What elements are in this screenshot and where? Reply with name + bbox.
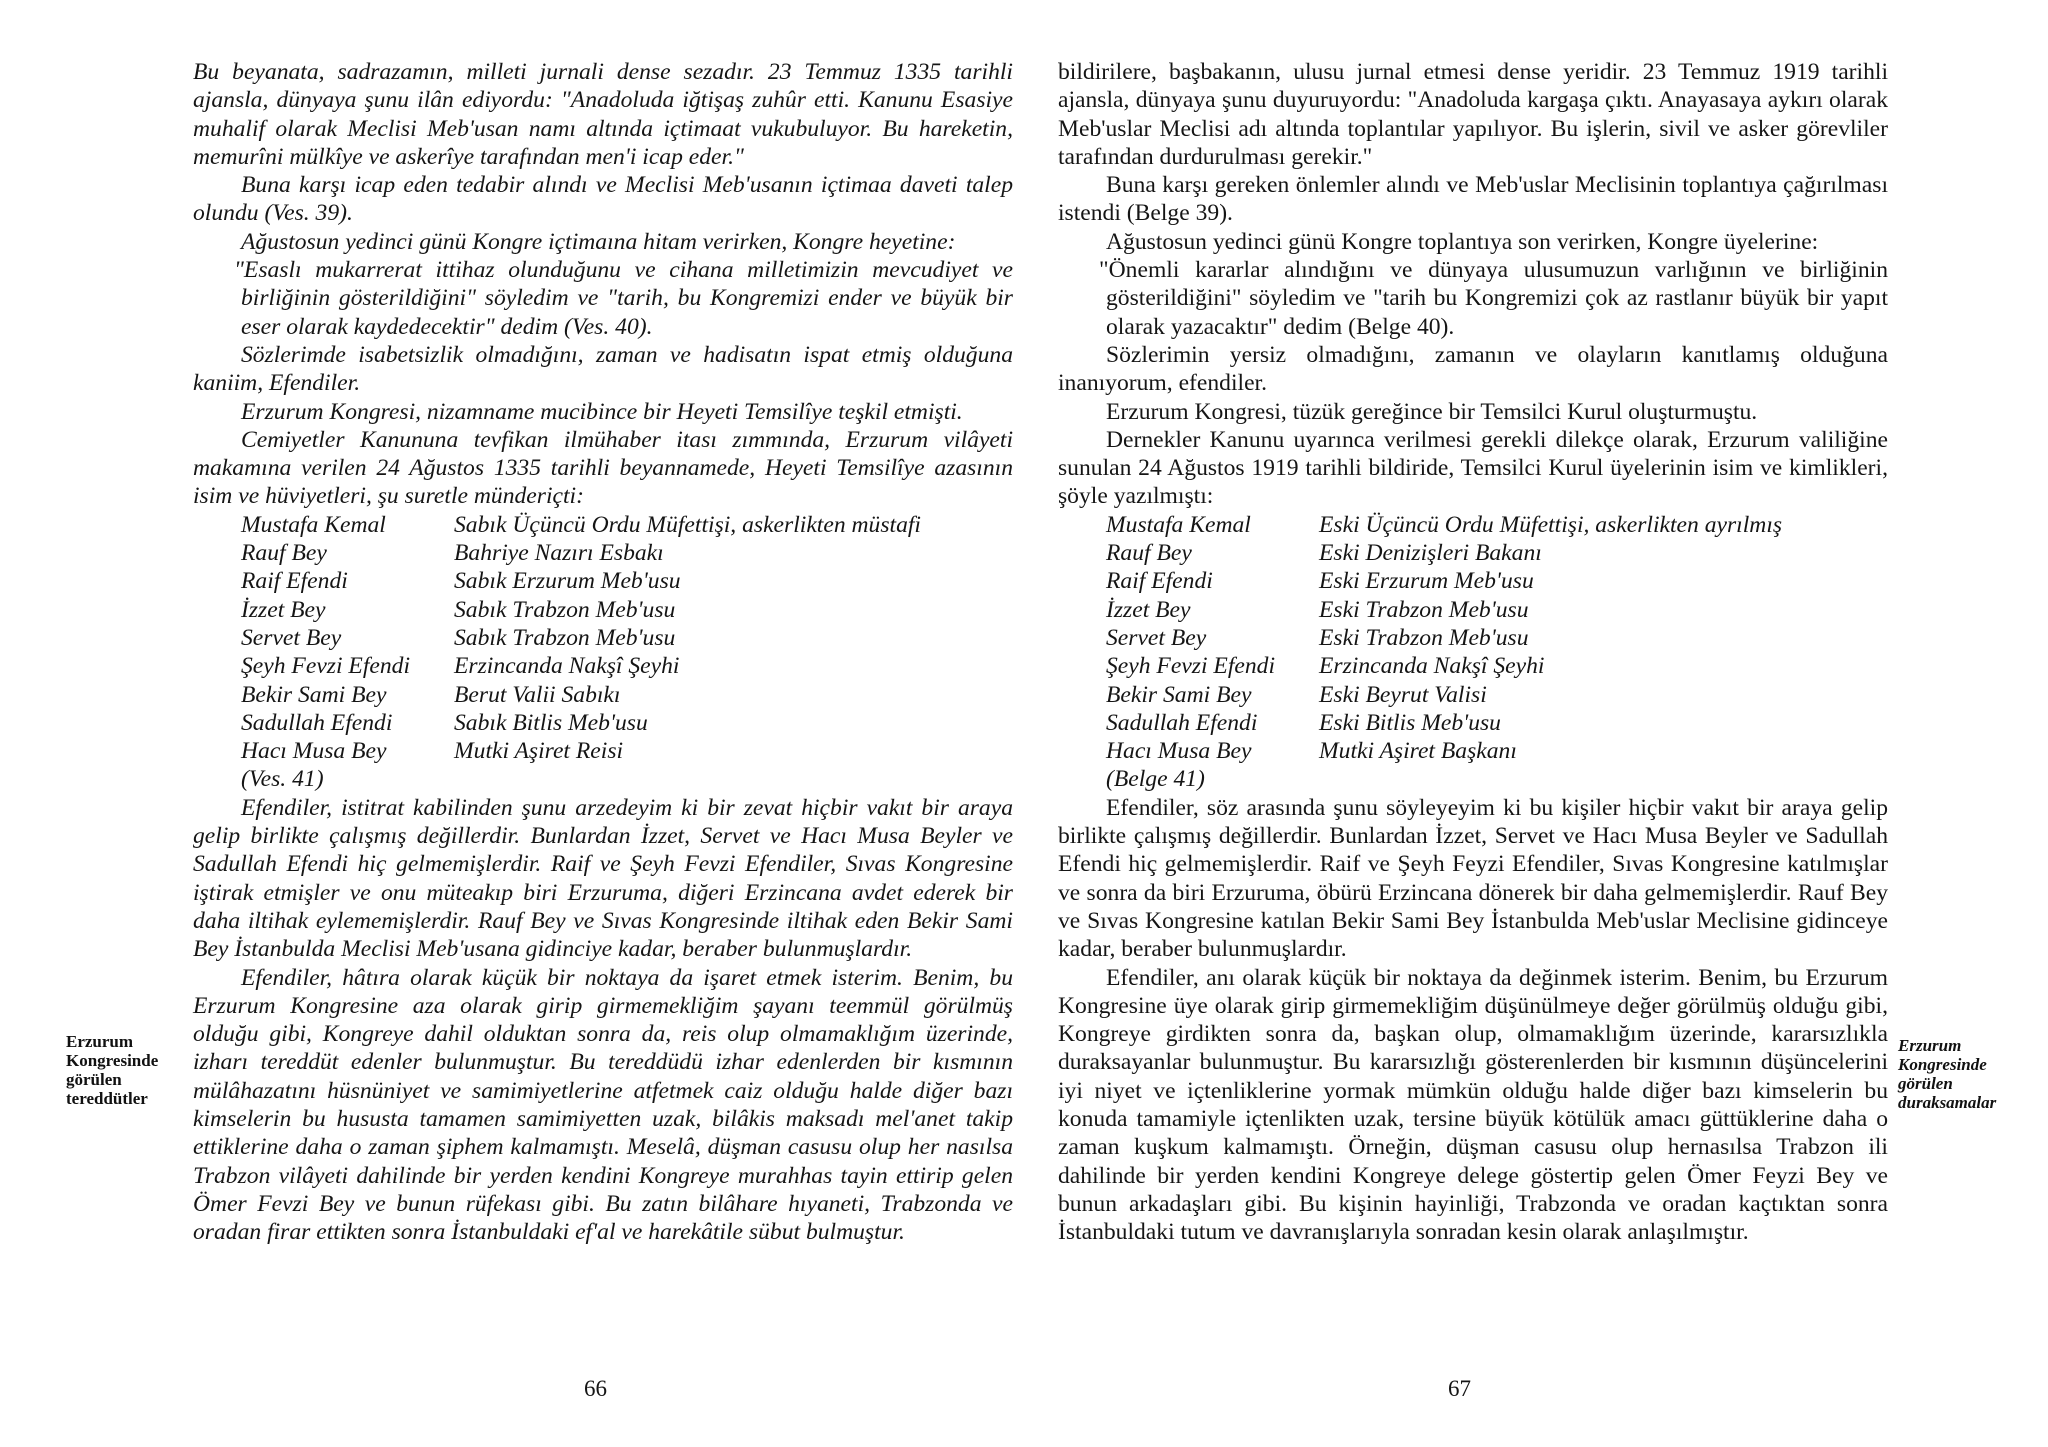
member-title: Sabık Üçüncü Ordu Müfettişi, askerlikten müstafi (454, 511, 921, 538)
member-ref-row (1106, 765, 1888, 793)
quote-paragraph: "Esaslı mukarrerat ittihaz olunduğunu ve cihana milletimizin mevcudiyet ve birliğinin gösterildiğini" söyledim ve "tarih, bu Kongremizi ender ve büyük bir eser olarak kaydedecektir" dedim (Ves. 40). (234, 257, 1013, 340)
member-name: Servet Bey (241, 624, 342, 651)
paragraph: Efendiler, istitrat kabilinden şunu arzedeyim ki bir zevat hiçbir vakıt bir araya gelip birlikte çalışmış değillerdir. Bunlardan İzzet, Servet ve Hacı Musa Beyler ve Sadullah Efendi hiç gelmemişlerdir. Raif ve Şeyh Fevzi Efendiler, Sıvas Kongresine iştirak etmişler ve onu müteakıp biri Erzuruma, diğeri Erzincana avdet ederek bir daha iltihak eylememişlerdir. Rauf Bey ve Sıvas Kongresinde iltihak eden Bekir Sami Bey İstanbulda Meclisi Meb'usana gidinciye kadar, beraber bulunmuşlardır. (193, 794, 1013, 963)
member-name: Raif Efendi (241, 568, 348, 595)
member-title: Eski Üçüncü Ordu Müfettişi, askerlikten ayrılmış (1319, 511, 1783, 538)
member-name: Sadullah Efendi (1106, 709, 1258, 736)
paragraph: Sözlerimde isabetsizlik olmadığını, zaman ve hadisatın ispat etmiş olduğuna kaniim, Efendiler. (193, 341, 1013, 397)
member-name: Hacı Musa Bey (241, 738, 387, 765)
member-title: Eski Denizişleri Bakanı (1319, 540, 1542, 567)
member-name: Raif Efendi (1106, 568, 1213, 595)
member-row (1106, 709, 1888, 737)
member-title: Erzincanda Nakşî Şeyhi (454, 653, 680, 680)
paragraph: Buna karşı icap eden tedabir alındı ve Meclisi Meb'usanın içtimaa daveti talep olundu (Ves. 39). (193, 172, 1013, 227)
member-title: Eski Bitlis Meb'usu (1319, 709, 1501, 736)
paragraph: Efendiler, hâtıra olarak küçük bir noktaya da işaret etmek isterim. Benim, bu Erzurum Kongresine aza olarak girip girmemekliğim şayanı teemmül görülmüş olduğu gibi, Kongreye dahil olduktan sonra da, reis olup olmamaklığım üzerinde, izharı tereddüt edenler bulunmuştur. Bu tereddüdü izhar edenlerden bir kısmının mülâhazatını hüsnüniyet ve samimiyetlerine atfetmek caiz olduğu halde diğer bazı kimselerin bu hususta tamamen samimiyetten uzak, bilâkis maksadı mel'anet takip ettiklerine daha o zaman şiphem kalmamıştı. Meselâ, düşman casusu olup her nasılsa Trabzon vilâyeti dahilinde bir yerden kendini Kongreye murahhas tayin ettirip gelen Ömer Fevzi Bey ve bunun rüfekası gibi. Bu zatın bilâhare hıyaneti, Trabzonda ve oradan firar ettikten sonra İstanbuldaki ef'al ve harekâtile sübut bulmuştur. (193, 964, 1013, 1246)
member-name: Hacı Musa Bey (1106, 738, 1252, 765)
paragraph: Efendiler, söz arasında şunu söyleyeyim ki bu kişiler hiçbir vakıt bir araya gelip birlikte çalışmış değillerdir. Bunlardan İzzet, Servet ve Hacı Musa Beyler ve Sadullah Efendi hiç gelmemişlerdir. Raif ve Şeyh Feyzi Efendiler, Sıvas Kongresine katılmışlar ve sonra da biri Erzuruma, öbürü Erzincana dönerek bir daha gelmemişlerdir. Rauf Bey ve Sıvas Kongresine katılan Bekir Sami Bey İstanbulda Meb'uslar Meclisine gidinceye kadar, beraber bulunmuşlardır. (1058, 794, 1888, 963)
member-list (1106, 511, 1888, 794)
member-name: Rauf Bey (241, 540, 327, 567)
member-list (241, 511, 1013, 794)
paragraph: Dernekler Kanunu uyarınca verilmesi gerekli dilekçe olarak, Erzurum valiliğine sunulan 24 Ağustos 1919 tarihli bildiride, Temsilci Kurul üyelerinin isim ve kimlikleri, şöyle yazılmıştı: (1058, 426, 1888, 510)
member-name: İzzet Bey (1106, 596, 1191, 623)
quote-paragraph: "Önemli kararlar alındığını ve dünyaya ulusumuzun varlığının ve birliğinin gösterildiğini" söyledim ve "tarih bu Kongremizi çok az rastlanır büyük bir yapıt olarak yazacaktır" dedim (Belge 40). (1099, 257, 1888, 340)
member-row (241, 709, 1013, 737)
member-ref-row (241, 765, 1013, 793)
member-row (1106, 596, 1888, 624)
member-row (1106, 652, 1888, 680)
member-title: Sabık Erzurum Meb'usu (454, 568, 681, 595)
margin-note-right: Erzurum Kongresinde görülen duraksamalar (1898, 1036, 1997, 1112)
paragraph: Efendiler, anı olarak küçük bir noktaya da değinmek isterim. Benim, bu Erzurum Kongresine üye olarak girip girmemekliğim düşünülmeye değer görülmüş olduğu gibi, Kongreye girdikten sonra da, başkan olup, olmamaklığım üzerinde, kararsızlıkla duraksayanlar bulunmuştur. Bu kararsızlığı gösterenlerden bir kısmının düşüncelerini iyi niyet ve içtenliklerine yormak mümkün olduğu halde diğer bazı kimselerin bu konuda tamamiyle içtenlikten uzak, tersine büyük kötülük amacı güttüklerine daha o zaman kuşkum kalmamıştı. Örneğin, düşman casusu olup hernasılsa Trabzon ili dahilinde bir yerden kendini Kongreye delege göstertip gelen Ömer Feyzi Bey ve bunun arkadaşları gibi. Bu kişinin hayinliği, Trabzonda ve oradan kaçtıktan sonra İstanbuldaki tutum ve davranışlarıyla sonradan kesin olarak anlaşılmıştır. (1058, 964, 1888, 1246)
member-title: Sabık Bitlis Meb'usu (454, 709, 648, 736)
right-page (1058, 58, 1888, 1246)
member-row (241, 567, 1013, 595)
member-name: Mustafa Kemal (241, 511, 386, 538)
member-name: Bekir Sami Bey (241, 681, 387, 708)
member-row (1106, 681, 1888, 709)
member-title: Berut Valii Sabıkı (454, 681, 621, 708)
member-row (1106, 737, 1888, 765)
member-list-reference: (Belge 41) (1106, 766, 1205, 793)
member-name: Rauf Bey (1106, 540, 1192, 567)
member-title: Sabık Trabzon Meb'usu (454, 596, 676, 623)
member-name: İzzet Bey (241, 596, 326, 623)
member-title: Eski Erzurum Meb'usu (1319, 568, 1534, 595)
paragraph: Erzurum Kongresi, nizamname mucibince bir Heyeti Temsilîye teşkil etmişti. (241, 398, 963, 425)
member-list-reference: (Ves. 41) (241, 766, 324, 793)
member-title: Erzincanda Nakşî Şeyhi (1319, 653, 1545, 680)
member-title: Mutki Aşiret Başkanı (1319, 738, 1517, 765)
paragraph: Ağustosun yedinci günü Kongre içtimaına hitam verirken, Kongre heyetine: (241, 228, 956, 255)
paragraph: Sözlerimin yersiz olmadığını, zamanın ve olayların kanıtlamış olduğuna inanıyorum, efendiler. (1058, 341, 1888, 397)
member-row (1106, 624, 1888, 652)
member-title: Bahriye Nazırı Esbakı (454, 540, 664, 567)
member-title: Mutki Aşiret Reisi (454, 738, 624, 765)
member-title: Eski Trabzon Meb'usu (1319, 624, 1529, 651)
member-name: Mustafa Kemal (1106, 511, 1251, 538)
paragraph: Bu beyanata, sadrazamın, milleti jurnali dense sezadır. 23 Temmuz 1335 tarihli ajansla, dünyaya şunu ilân ediyordu: "Anadoluda iğtişaş zuhûr etti. Kanunu Esasiye muhalif olarak Meclisi Meb'usan namı altında içtimaat vukubuluyor. Bu hareketin, memurîni mülkîye ve askerîye tarafından men'i icap eder." (193, 59, 1013, 170)
member-name: Sadullah Efendi (241, 709, 393, 736)
paragraph: Ağustosun yedinci günü Kongre toplantıya son verirken, Kongre üyelerine: (1106, 228, 1819, 255)
member-row (241, 596, 1013, 624)
member-title: Eski Beyrut Valisi (1319, 681, 1487, 708)
member-name: Şeyh Fevzi Efendi (241, 653, 411, 680)
paragraph: bildirilere, başbakanın, ulusu jurnal etmesi dense yeridir. 23 Temmuz 1919 tarihli ajansla, dünyaya şunu duyuruyordu: "Anadoluda kargaşa çıktı. Anayasaya aykırı olarak Meb'uslar Meclisi adı altında toplantılar yapılıyor. Bu işlerin, sivil ve asker görevliler tarafından durdurulması gerekir." (1058, 59, 1888, 170)
member-row (1106, 539, 1888, 567)
paragraph: Buna karşı gereken önlemler alındı ve Meb'uslar Meclisinin toplantıya çağırılması istendi (Belge 39). (1058, 172, 1888, 227)
member-name: Şeyh Fevzi Efendi (1106, 653, 1276, 680)
member-row (1106, 567, 1888, 595)
page-number-left: 66 (584, 1376, 607, 1401)
page-number-right: 67 (1448, 1376, 1471, 1401)
left-page (193, 58, 1013, 1246)
paragraph: Cemiyetler Kanununa tevfikan ilmühaber itası zımmında, Erzurum vilâyeti makamına verilen 24 Ağustos 1335 tarihli beyannamede, Heyeti Temsilîye azasının isim ve hüviyetleri, şu suretle münderiçti: (193, 426, 1013, 510)
member-row (241, 511, 1013, 539)
paragraph: Erzurum Kongresi, tüzük gereğince bir Temsilci Kurul oluşturmuştu. (1106, 398, 1758, 425)
member-row (241, 652, 1013, 680)
member-row (1106, 511, 1888, 539)
left-page-text (193, 58, 1013, 1246)
member-title: Sabık Trabzon Meb'usu (454, 624, 676, 651)
member-row (241, 737, 1013, 765)
member-name: Servet Bey (1106, 624, 1207, 651)
member-row (241, 624, 1013, 652)
margin-note-left: Erzurum Kongresinde görülen tereddütler (66, 1032, 159, 1108)
member-title: Eski Trabzon Meb'usu (1319, 596, 1529, 623)
member-row (241, 539, 1013, 567)
member-name: Bekir Sami Bey (1106, 681, 1252, 708)
member-row (241, 681, 1013, 709)
right-page-text (1058, 58, 1888, 1246)
